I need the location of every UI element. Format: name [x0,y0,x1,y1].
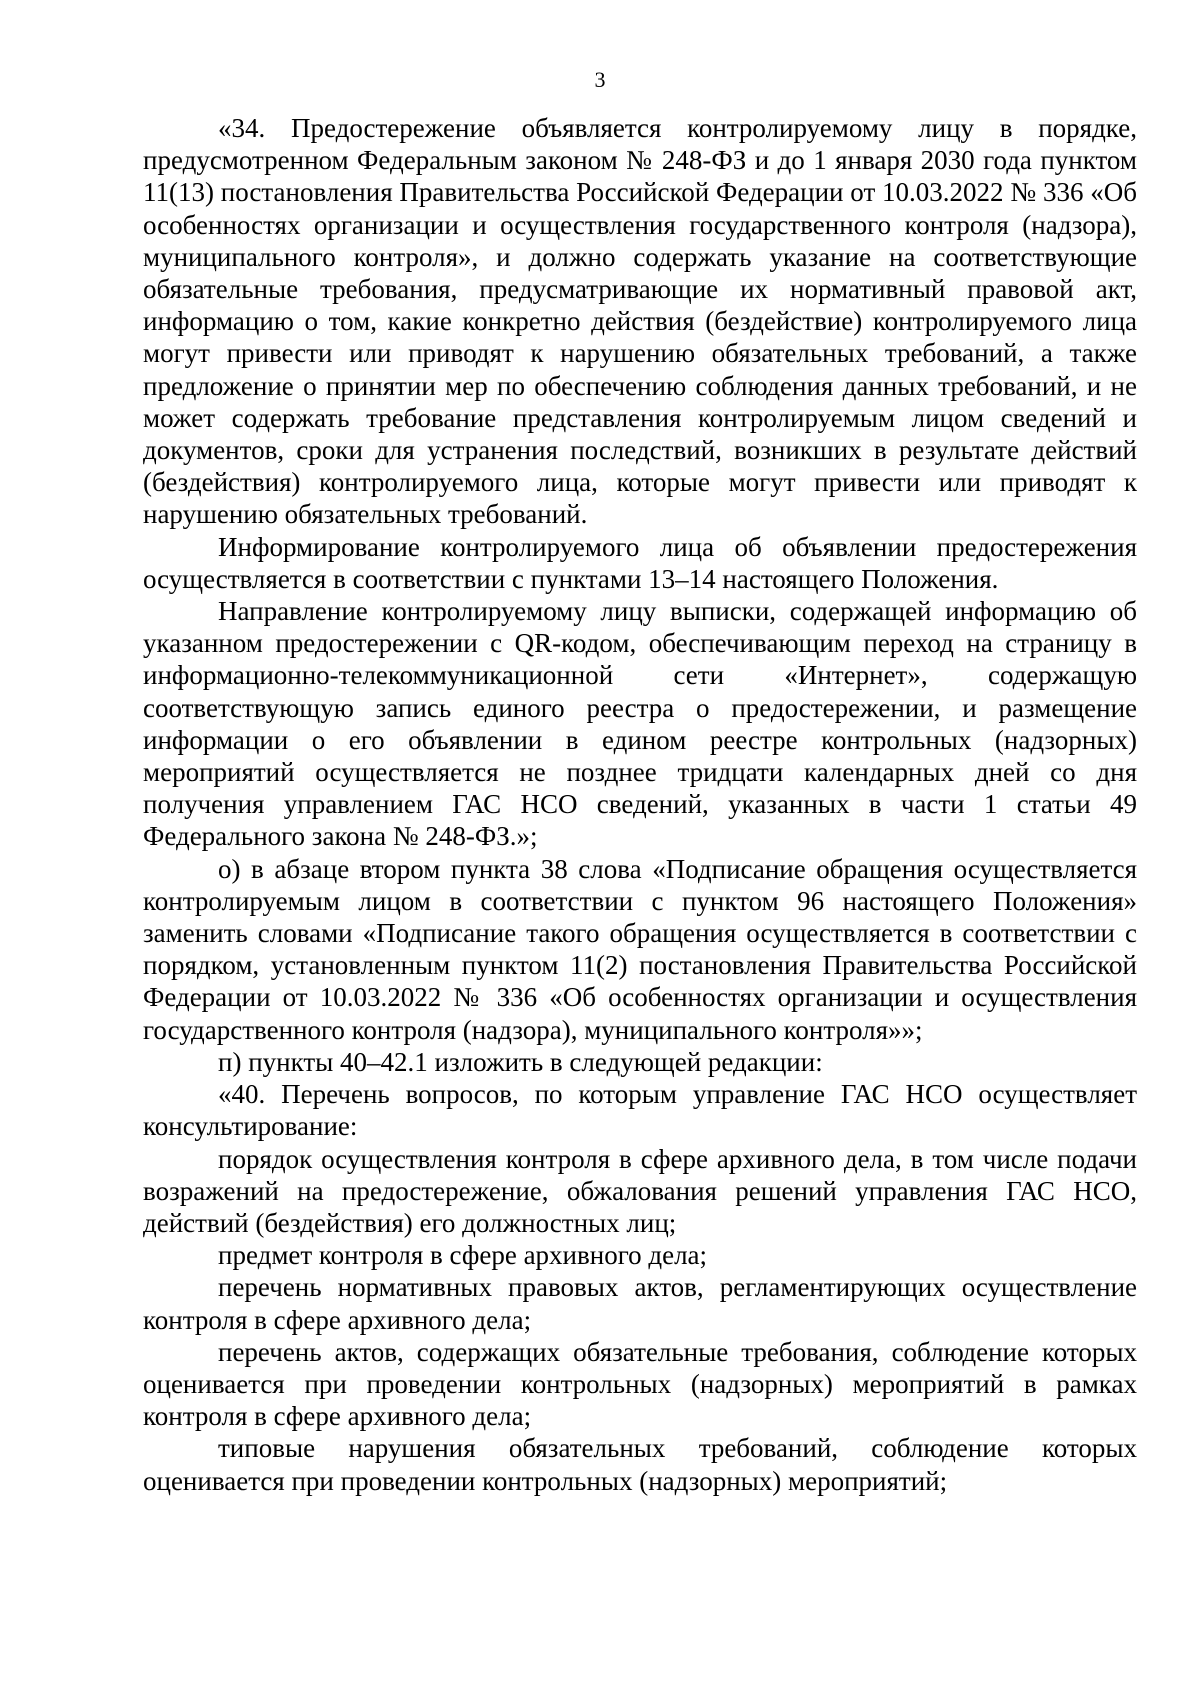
page-number: 3 [594,67,606,92]
list-item-normative-acts: перечень нормативных правовых актов, регламентирующих осуществление контроля в сфере архивного дела; [143,1272,1137,1335]
document-body [143,112,1137,1497]
paragraph-34-warning: «34. Предостережение объявляется контролируемому лицу в порядке, предусмотренном Федеральным законом № 248-ФЗ и до 1 января 2030 года пунктом 11(13) постановления Правительства Российской Федерации от 10.03.2022 № 336 «Об особенностях организации и осуществления государственного контроля (надзора), муниципального контроля», и должно содержать указание на соответствующие обязательные требования, предусматривающие их нормативный правовой акт, информацию о том, какие конкретно действия (бездействие) контролируемого лица могут привести или приводят к нарушению обязательных требований, а также предложение о принятии мер по обеспечению соблюдения данных требований, и не может содержать требование представления контролируемым лицом сведений и документов, сроки для устранения последствий, возникших в результате действий (бездействия) контролируемого лица, которые могут привести или приводят к нарушению обязательных требований. [143,113,1137,530]
paragraph-item-p: п) пункты 40–42.1 изложить в следующей редакции: [218,1046,823,1077]
paragraph-informing: Информирование контролируемого лица об объявлении предостережения осуществляется в соответствии с пунктами 13–14 настоящего Положения. [143,531,1137,594]
paragraph-40-questions: «40. Перечень вопросов, по которым управление ГАС НСО осуществляет консультирование: [143,1079,1137,1142]
paragraph-item-o: о) в абзаце втором пункта 38 слова «Подписание обращения осуществляется контролируемым лицом в соответствии с пунктом 96 настоящего Положения» заменить словами «Подписание такого обращения осуществляется в соответствии с порядком, установленным пунктом 11(2) постановления Правительства Российской Федерации от 10.03.2022 № 336 «Об особенностях организации и осуществления государственного контроля (надзора), муниципального контроля»»; [143,853,1137,1045]
paragraph-extract-direction: Направление контролируемому лицу выписки, содержащей информацию об указанном предостережении с QR-кодом, обеспечивающим переход на страницу в информационно-телекоммуникационной сети «Интернет», содержащую соответствующую запись единого реестра о предостережении, и размещение информации о его объявлении в едином реестре контрольных (надзорных) мероприятий осуществляется не позднее тридцати календарных дней со дня получения управлением ГАС НСО сведений, указанных в части 1 статьи 49 Федерального закона № 248-ФЗ.»; [143,596,1137,852]
list-item-mandatory-acts: перечень актов, содержащих обязательные требования, соблюдение которых оценивается при проведении контрольных (надзорных) мероприятий в рамках контроля в сфере архивного дела; [143,1336,1137,1432]
list-item-control-subject: предмет контроля в сфере архивного дела; [218,1240,708,1271]
list-item-typical-violations: типовые нарушения обязательных требований, соблюдение которых оценивается при проведении контрольных (надзорных) мероприятий; [143,1433,1137,1496]
list-item-control-procedure: порядок осуществления контроля в сфере архивного дела, в том числе подачи возражений на предостережение, обжалования решений управления ГАС НСО, действий (бездействия) его должностных лиц; [143,1143,1137,1238]
